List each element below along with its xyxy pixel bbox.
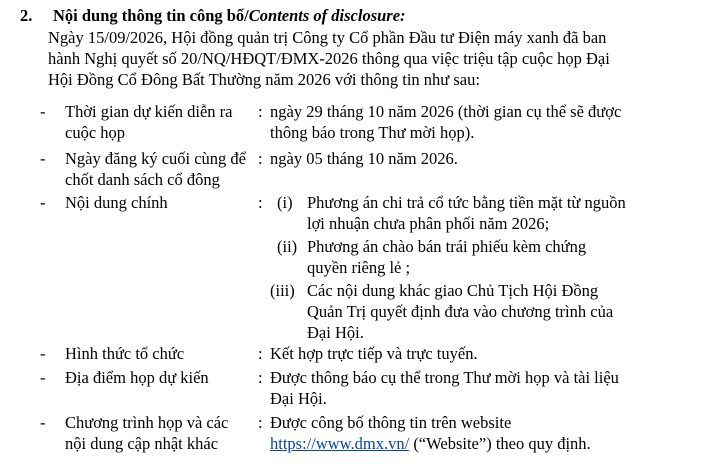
item-value-line2: (“Website”) theo quy định. bbox=[409, 434, 591, 453]
list-dash: - bbox=[40, 413, 46, 432]
intro-paragraph: Ngày 15/09/2026, Hội đồng quản trị Công ty Cổ phần Đầu tư Điện máy xanh đã ban hành Nghị quyết số 20/NQ/HĐQT/ĐMX-2026 thông qua việc triệu tập cuộc họp Đại Hội Đồng Cổ Đông Bất Thường năm 2026 với thông tin như sau: bbox=[48, 28, 610, 89]
item-colon: : bbox=[258, 368, 263, 387]
item-label: Hình thức tổ chức bbox=[65, 344, 185, 363]
subitem-text: Phương án chào bán trái phiếu kèm chứng quyền riêng lẻ ; bbox=[307, 237, 587, 277]
item-label: Thời gian dự kiến diễn ra cuộc họp bbox=[65, 102, 233, 142]
item-label: Ngày đăng ký cuối cùng để chốt danh sách cổ đông bbox=[65, 149, 246, 189]
subitem-text: Các nội dung khác giao Chủ Tịch Hội Đồng Quản Trị quyết định đưa vào chương trình của Đại Hội. bbox=[307, 281, 614, 342]
subitem-number: (iii) bbox=[270, 281, 295, 300]
subitem-number: (i) bbox=[277, 193, 293, 212]
item-colon: : bbox=[258, 344, 263, 363]
subitem-number: (ii) bbox=[277, 237, 298, 256]
section-title-vi: Nội dung thông tin công bố/ bbox=[53, 6, 249, 25]
item-value: ngày 29 tháng 10 năm 2026 (thời gian cụ thể sẽ được thông báo trong Thư mời họp). bbox=[270, 102, 622, 142]
agenda-subitem bbox=[270, 236, 710, 278]
item-colon: : bbox=[258, 193, 263, 212]
item-label: Chương trình họp và các nội dung cập nhật khác bbox=[65, 413, 229, 453]
section-heading bbox=[20, 5, 406, 26]
item-label: Địa điểm họp dự kiến bbox=[65, 368, 209, 387]
item-label: Nội dung chính bbox=[65, 193, 168, 212]
list-dash: - bbox=[40, 102, 46, 121]
item-colon: : bbox=[258, 102, 263, 121]
agenda-sublist bbox=[270, 192, 710, 343]
agenda-subitem bbox=[270, 192, 710, 234]
item-value-line1: Được công bố thông tin trên website bbox=[270, 413, 512, 432]
item-value: Được thông báo cụ thể trong Thư mời họp và tài liệu Đại Hội. bbox=[270, 368, 619, 408]
list-dash: - bbox=[40, 344, 46, 363]
section-number: 2. bbox=[20, 6, 33, 25]
list-dash: - bbox=[40, 368, 46, 387]
agenda-subitem bbox=[270, 280, 710, 343]
website-link[interactable]: https://www.dmx.vn/ bbox=[270, 434, 410, 453]
list-dash: - bbox=[40, 193, 46, 212]
subitem-text: Phương án chi trả cổ tức bằng tiền mặt từ nguồn lợi nhuận chưa phân phối năm 2026; bbox=[307, 193, 626, 233]
list-dash: - bbox=[40, 149, 46, 168]
item-value bbox=[270, 412, 690, 454]
item-value: ngày 05 tháng 10 năm 2026. bbox=[270, 149, 458, 168]
item-value: Kết hợp trực tiếp và trực tuyến. bbox=[270, 344, 478, 363]
item-colon: : bbox=[258, 149, 263, 168]
item-colon: : bbox=[258, 413, 263, 432]
section-title-en: Contents of disclosure: bbox=[248, 6, 406, 25]
